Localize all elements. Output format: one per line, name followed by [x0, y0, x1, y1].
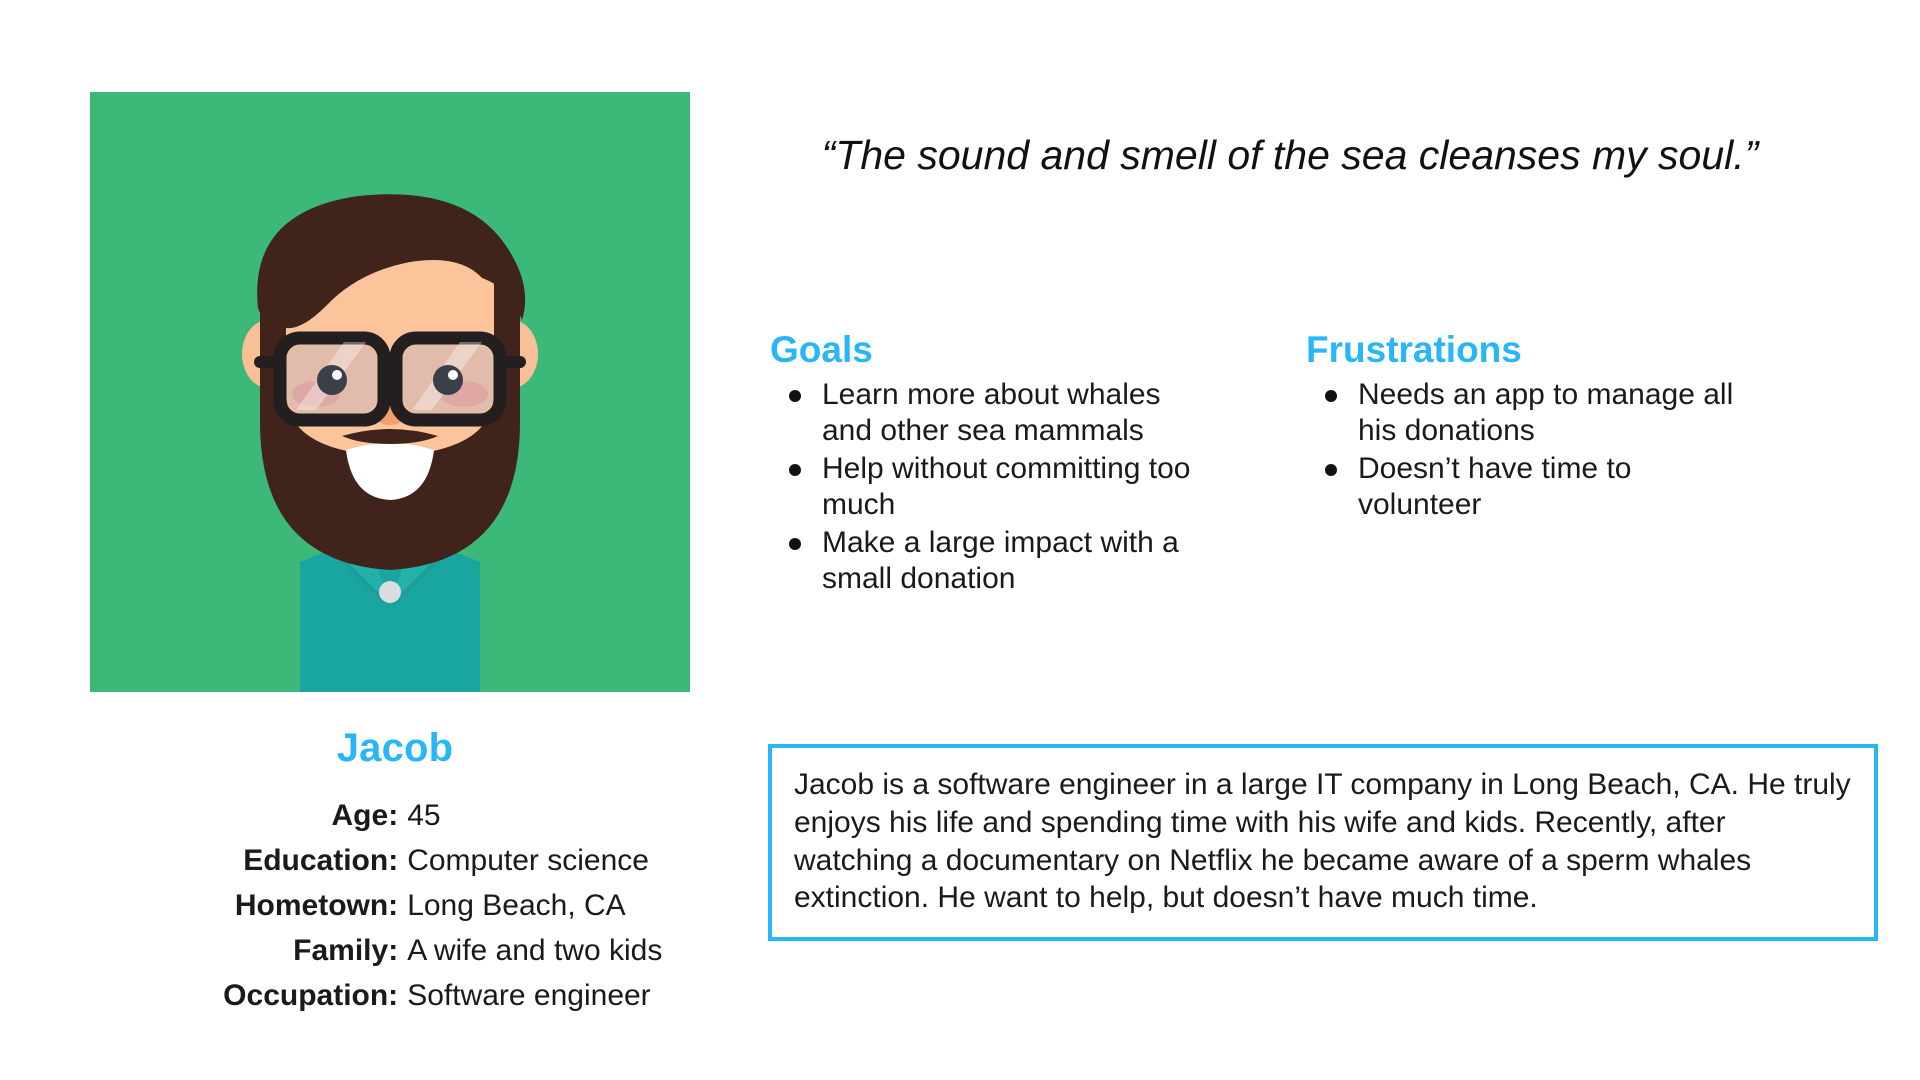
attribute-value-education: Computer science	[407, 844, 649, 877]
list-item	[822, 525, 1192, 597]
bullet-dot-icon	[789, 464, 801, 476]
frustrations-block	[1306, 330, 1776, 599]
bullet-dot-icon	[1325, 464, 1337, 476]
goal-text: Make a large impact with a small donation	[822, 525, 1179, 595]
table-row	[90, 973, 700, 1018]
frustration-text: Needs an app to manage all his donations	[1358, 377, 1734, 447]
goals-frustrations-section	[770, 330, 1870, 599]
persona-quote: “The sound and smell of the sea cleanses my soul.”	[821, 132, 1759, 178]
table-row	[90, 883, 700, 928]
bearded-man-with-glasses-avatar-icon	[90, 92, 690, 692]
table-row	[90, 838, 700, 883]
list-item	[822, 451, 1192, 523]
table-row	[90, 793, 700, 838]
goals-heading: Goals	[770, 329, 873, 370]
attribute-label-family: Family:	[293, 934, 399, 967]
table-row	[90, 928, 700, 973]
goals-block	[770, 330, 1240, 599]
attribute-value-family: A wife and two kids	[407, 934, 663, 967]
goals-list	[770, 377, 1240, 597]
persona-name: Jacob	[336, 726, 454, 770]
avatar	[90, 92, 690, 692]
persona-profile-column	[90, 92, 700, 1018]
bullet-dot-icon	[789, 390, 801, 402]
frustrations-heading: Frustrations	[1306, 329, 1522, 370]
frustration-text: Doesn’t have time to volunteer	[1358, 451, 1632, 521]
bio-text: Jacob is a software engineer in a large IT company in Long Beach, CA. He truly enjoys his life and spending time with his wife and kids. Recently, after watching a documentary on Netflix he became aware of a sperm whales extinction. He want to help, but doesn’t have much time.	[794, 768, 1851, 915]
attribute-label-education: Education:	[243, 844, 399, 877]
persona-attributes-table	[90, 793, 700, 1018]
goal-text: Help without committing too much	[822, 451, 1191, 521]
attribute-label-hometown: Hometown:	[234, 889, 399, 922]
attribute-label-age: Age:	[331, 799, 399, 832]
attribute-label-occupation: Occupation:	[223, 979, 399, 1012]
list-item	[1358, 451, 1748, 523]
bullet-dot-icon	[1325, 390, 1337, 402]
goal-text: Learn more about whales and other sea mammals	[822, 377, 1161, 447]
attribute-value-hometown: Long Beach, CA	[407, 889, 626, 922]
frustrations-list	[1306, 377, 1776, 523]
bullet-dot-icon	[789, 538, 801, 550]
bio-box	[768, 744, 1878, 941]
list-item	[1358, 377, 1748, 449]
attribute-value-age: 45	[407, 799, 441, 832]
list-item	[822, 377, 1192, 449]
attribute-value-occupation: Software engineer	[407, 979, 651, 1012]
